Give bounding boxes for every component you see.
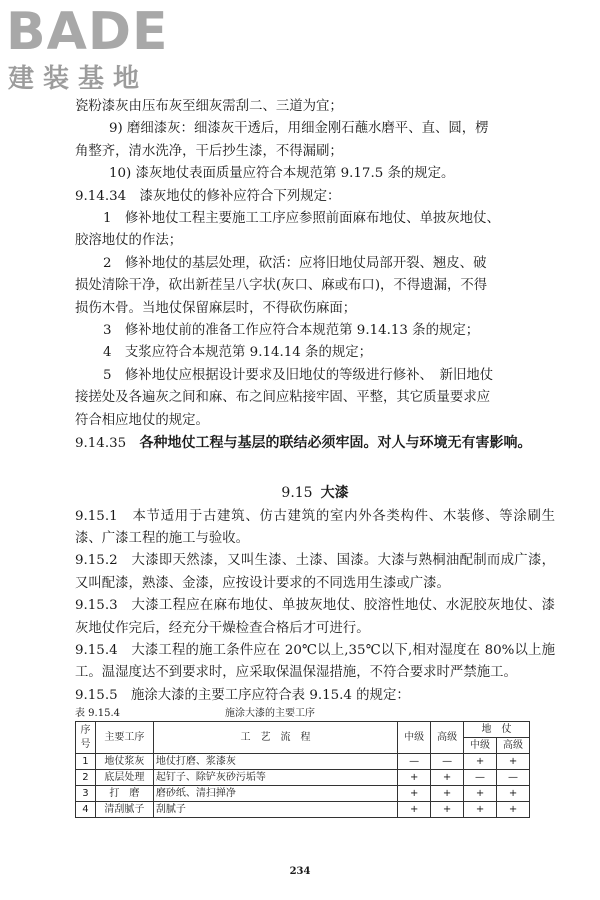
cell-high: + [431, 770, 464, 786]
text-line: 10) 漆灰地仗表面质量应符合本规范第 9.17.5 条的规定。 [109, 166, 455, 182]
cell-dz-mid: — [464, 770, 497, 786]
cell-mid: + [398, 802, 431, 818]
text-line: 5 修补地仗应根据设计要求及旧地仗的等级进行修补、 新旧地仗 [103, 367, 494, 383]
table-row [76, 754, 530, 770]
cell-dz-mid: + [464, 802, 497, 818]
logo-wordmark: BADE [6, 2, 169, 62]
process-table [75, 721, 530, 818]
cell-seq: 3 [76, 786, 96, 802]
clause-9-15-1 [75, 506, 555, 551]
cell-high: — [431, 754, 464, 770]
table-row [76, 770, 530, 786]
cell-seq: 4 [76, 802, 96, 818]
brand-logo [6, 4, 206, 100]
clause-text-bold: 各种地仗工程与基层的联结必须牢固。对人与环境无有害影响。 [139, 435, 532, 452]
clause-number: 9.14.35 [75, 436, 127, 452]
cell-dz-mid: + [464, 786, 497, 802]
cell-flow: 刮腻子 [153, 802, 397, 818]
clause-9-15-5 [75, 685, 555, 707]
header-seq: 序号 [76, 722, 96, 754]
cell-dz-high: — [497, 770, 530, 786]
text-line: 损处清除干净，砍出新茬呈八字状(灰口、麻或布口)，不得遗漏，不得 [75, 278, 488, 294]
text-line: 9) 磨细漆灰：细漆灰干透后，用细金刚石蘸水磨平、直、圆，楞 [109, 121, 489, 137]
clause-number: 9.15.4 [75, 642, 118, 658]
cell-dz-mid: + [464, 754, 497, 770]
text-line: 角整齐，清水洗净，干后抄生漆，不得漏刷； [75, 143, 343, 159]
cell-mid: + [398, 770, 431, 786]
clause-number: 9.15.5 [75, 687, 118, 703]
cell-mid: + [398, 786, 431, 802]
clause-number: 9.15.2 [75, 553, 118, 569]
text-line: 符合相应地仗的规定。 [75, 412, 209, 428]
cell-high: + [431, 802, 464, 818]
header-dizhang-high: 高级 [497, 738, 530, 754]
header-dizhang: 地 仗 [464, 722, 530, 738]
cell-main: 打 磨 [95, 786, 153, 802]
clause-9-15-4 [75, 640, 555, 685]
header-mid-grade: 中级 [398, 722, 431, 754]
cell-main: 地仗浆灰 [95, 754, 153, 770]
cell-flow: 地仗打磨、浆漆灰 [153, 754, 397, 770]
clause-number: 9.15.1 [75, 508, 118, 524]
cell-dz-high: + [497, 802, 530, 818]
clause-9-14-35 [75, 432, 555, 455]
page-number: 234 [289, 866, 311, 877]
clause-number: 9.15.3 [75, 598, 118, 614]
table-row [76, 786, 530, 802]
cell-seq: 2 [76, 770, 96, 786]
table-title: 施涂大漆的主要工序 [225, 708, 315, 720]
table-number: 表 9.15.4 [75, 708, 120, 720]
text-line: 瓷粉漆灰由压布灰至细灰需刮二、三道为宜； [75, 99, 343, 114]
clause-text: 施涂大漆的主要工序应符合表 9.15.4 的规定： [130, 687, 410, 703]
cell-main: 清刮腻子 [95, 802, 153, 818]
clause-heading: 9.14.34 漆灰地仗的修补应符合下列规定： [75, 188, 341, 204]
text-line: 4 支浆应符合本规范第 9.14.14 条的规定； [103, 345, 373, 361]
clause-9-15-3 [75, 595, 555, 640]
text-line: 接搓处及各遍灰之间和麻、布之间应粘接牢固、平整，其它质量要求应 [75, 390, 491, 406]
header-flow: 工 艺 流 程 [153, 722, 397, 754]
table-caption [75, 707, 555, 721]
cell-high: + [431, 786, 464, 802]
clause-text: 本节适用于古建筑、仿古建筑的室内外各类构件、木装修、等涂刷生漆、广漆工程的施工与验收。 [75, 508, 555, 546]
logo-tagline: 建装基地 [8, 64, 149, 94]
section-heading [75, 482, 555, 504]
header-main-process: 主要工序 [95, 722, 153, 754]
cell-mid: — [398, 754, 431, 770]
header-dizhang-mid: 中级 [464, 738, 497, 754]
text-line: 1 修补地仗工程主要施工工序应参照前面麻布地仗、单披灰地仗、 [103, 211, 500, 227]
text-line: 损伤木骨。当地仗保留麻层时，不得砍伤麻面； [75, 300, 357, 316]
table-header-row [76, 722, 530, 738]
cell-dz-high: + [497, 754, 530, 770]
cell-seq: 1 [76, 754, 96, 770]
table-row [76, 802, 530, 818]
clause-text: 大漆工程的施工条件应在 20℃以上,35℃以下,相对湿度在 80%以上施工。温湿度达不到要求时，应采取保温保湿措施，不符合要求时严禁施工。 [75, 642, 555, 681]
cell-dz-high: + [497, 786, 530, 802]
cell-flow: 起钉子、除铲灰砂污垢等 [153, 770, 397, 786]
section-title: 大漆 [320, 484, 349, 501]
clause-text: 大漆即天然漆，又叫生漆、土漆、国漆。大漆与熟桐油配制而成广漆，又叫配漆，熟漆、金漆，应按设计要求的不同选用生漆或广漆。 [75, 553, 555, 591]
text-line: 2 修补地仗的基层处理，砍活：应将旧地仗局部开裂、翘皮、破 [103, 255, 487, 271]
text-line: 3 修补地仗前的准备工作应符合本规范第 9.14.13 条的规定； [103, 323, 480, 339]
section-number: 9.15 [281, 484, 313, 501]
page-body [75, 96, 555, 818]
cell-main: 底层处理 [95, 770, 153, 786]
clause-text: 大漆工程应在麻布地仗、单披灰地仗、胶溶性地仗、水泥胶灰地仗、漆灰地仗作完后，经充分干燥检查合格后才可进行。 [75, 598, 555, 636]
clause-9-15-2 [75, 550, 555, 595]
cell-flow: 磨砂纸、清扫掸净 [153, 786, 397, 802]
text-line: 胶溶地仗的作法； [75, 233, 183, 249]
header-high-grade: 高级 [431, 722, 464, 754]
